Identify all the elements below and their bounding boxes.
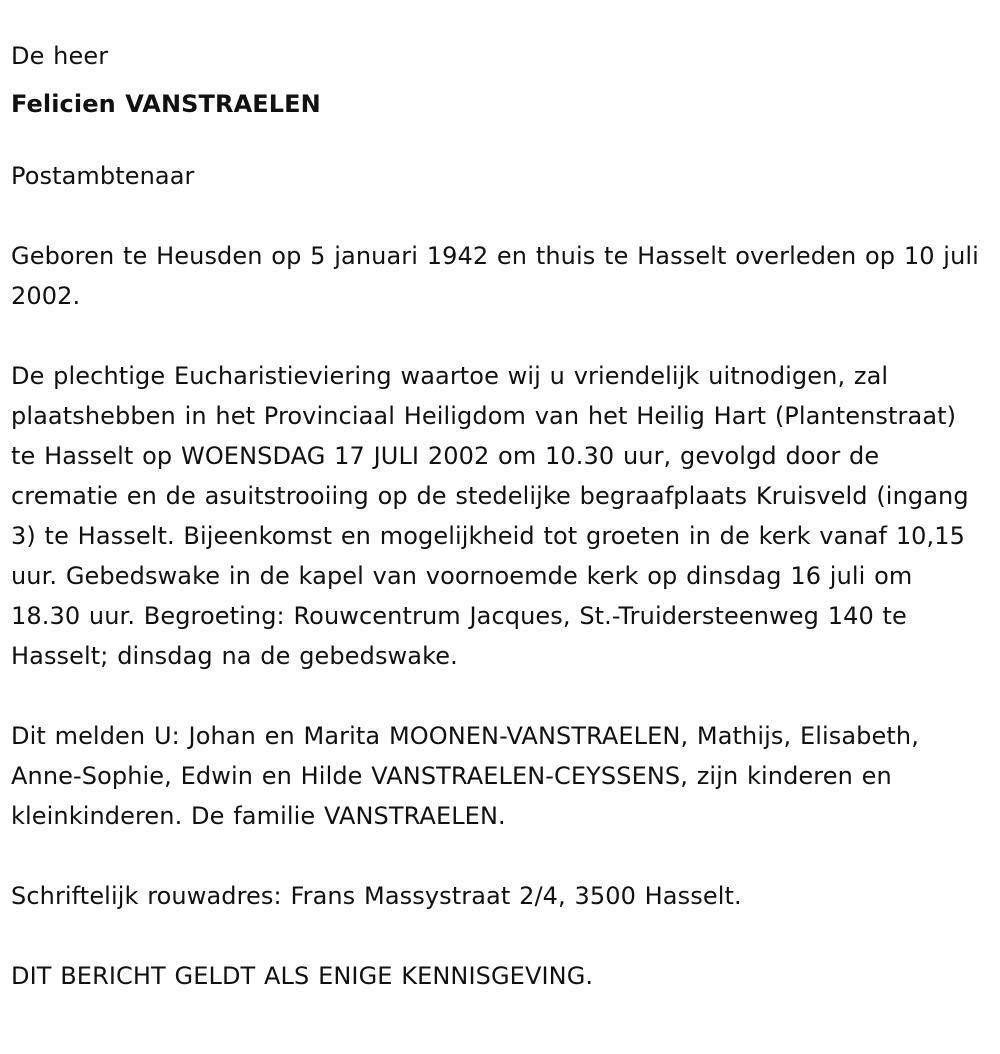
deceased-name: Felicien VANSTRAELEN bbox=[11, 90, 321, 118]
occupation: Postambtenaar bbox=[11, 162, 195, 190]
mourning-address: Schriftelijk rouwadres: Frans Massystraat 2/4, 3500 Hasselt. bbox=[11, 882, 742, 910]
family-paragraph: Dit melden U: Johan en Marita MOONEN-VANSTRAELEN, Mathijs, Elisabeth, Anne-Sophie, Edwin en Hilde VANSTRAELEN-CEYSSENS, zijn kinderen en kleinkinderen. De familie VANSTRAELEN. bbox=[11, 722, 919, 830]
closing-statement: DIT BERICHT GELDT ALS ENIGE KENNISGEVING. bbox=[11, 962, 594, 990]
death-notice bbox=[11, 36, 986, 996]
salutation: De heer bbox=[11, 42, 109, 70]
ceremony-paragraph: De plechtige Eucharistieviering waartoe wij u vriendelijk uitnodigen, zal plaatshebben in het Provinciaal Heiligdom van het Heilig Hart (Plantenstraat) te Hasselt op WOENSDAG 17 JULI 2002 om 10.30 uur, gevolgd door de crematie en de asuitstrooiing op de stedelijke begraafplaats Kruisveld (ingang 3) te Hasselt. Bijeenkomst en mogelijkheid tot groeten in de kerk vanaf 10,15 uur. Gebedswake in de kapel van voornoemde kerk op dinsdag 16 juli om 18.30 uur. Begroeting: Rouwcentrum Jacques, St.-Truidersteenweg 140 te Hasselt; dinsdag na de gebedswake. bbox=[11, 362, 969, 670]
birth-death-paragraph: Geboren te Heusden op 5 januari 1942 en thuis te Hasselt overleden op 10 juli 2002. bbox=[11, 242, 979, 310]
